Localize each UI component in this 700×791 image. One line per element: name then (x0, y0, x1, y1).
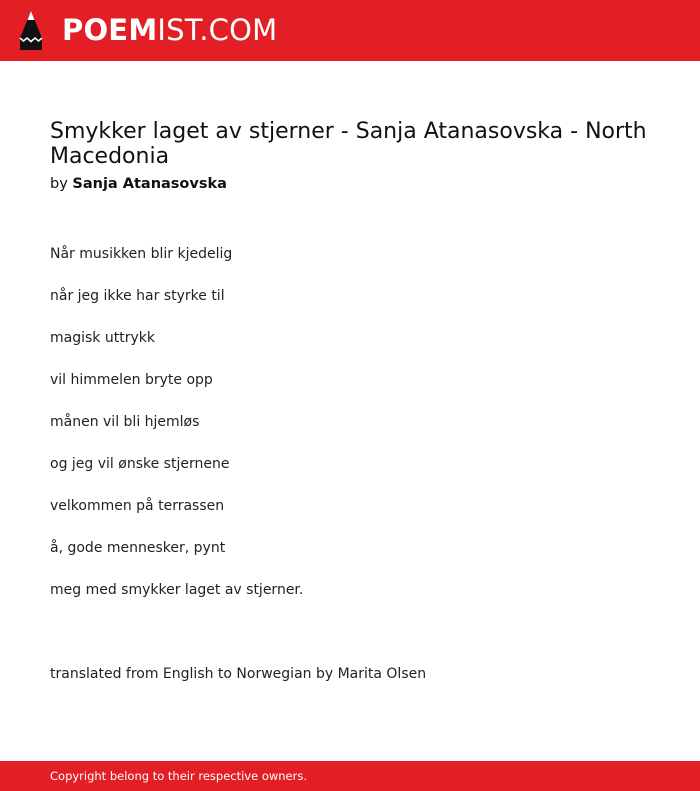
poem-line: og jeg vil ønske stjernene (50, 456, 230, 472)
poem-line: månen vil bli hjemløs (50, 414, 200, 430)
poem-line: Når musikken blir kjedelig (50, 246, 233, 262)
site-header (0, 0, 700, 61)
poem-line: når jeg ikke har styrke til (50, 288, 225, 304)
poem-line: meg med smykker laget av stjerner. (50, 582, 304, 598)
byline (50, 174, 227, 194)
author-name: Sanja Atanasovska (72, 176, 227, 192)
translation-note: translated from English to Norwegian by Marita Olsen (50, 666, 427, 682)
poem-title: Smykker laget av stjerner - Sanja Atanasovska - North Macedonia (50, 119, 647, 169)
poem-body (50, 245, 650, 623)
poem-line: å, gode mennesker, pynt (50, 540, 226, 556)
poem-line: vil himmelen bryte opp (50, 372, 213, 388)
logo-bold-text: POEM (62, 13, 158, 47)
pencil-tip-icon[interactable] (18, 10, 44, 51)
site-footer (0, 761, 700, 791)
copyright-text: Copyright belong to their respective owners. (50, 769, 308, 783)
site-logo[interactable] (62, 13, 277, 47)
logo-light-text: IST.COM (157, 13, 278, 47)
by-label: by (50, 176, 68, 192)
poem-line: velkommen på terrassen (50, 498, 225, 514)
poem-line: magisk uttrykk (50, 330, 155, 346)
